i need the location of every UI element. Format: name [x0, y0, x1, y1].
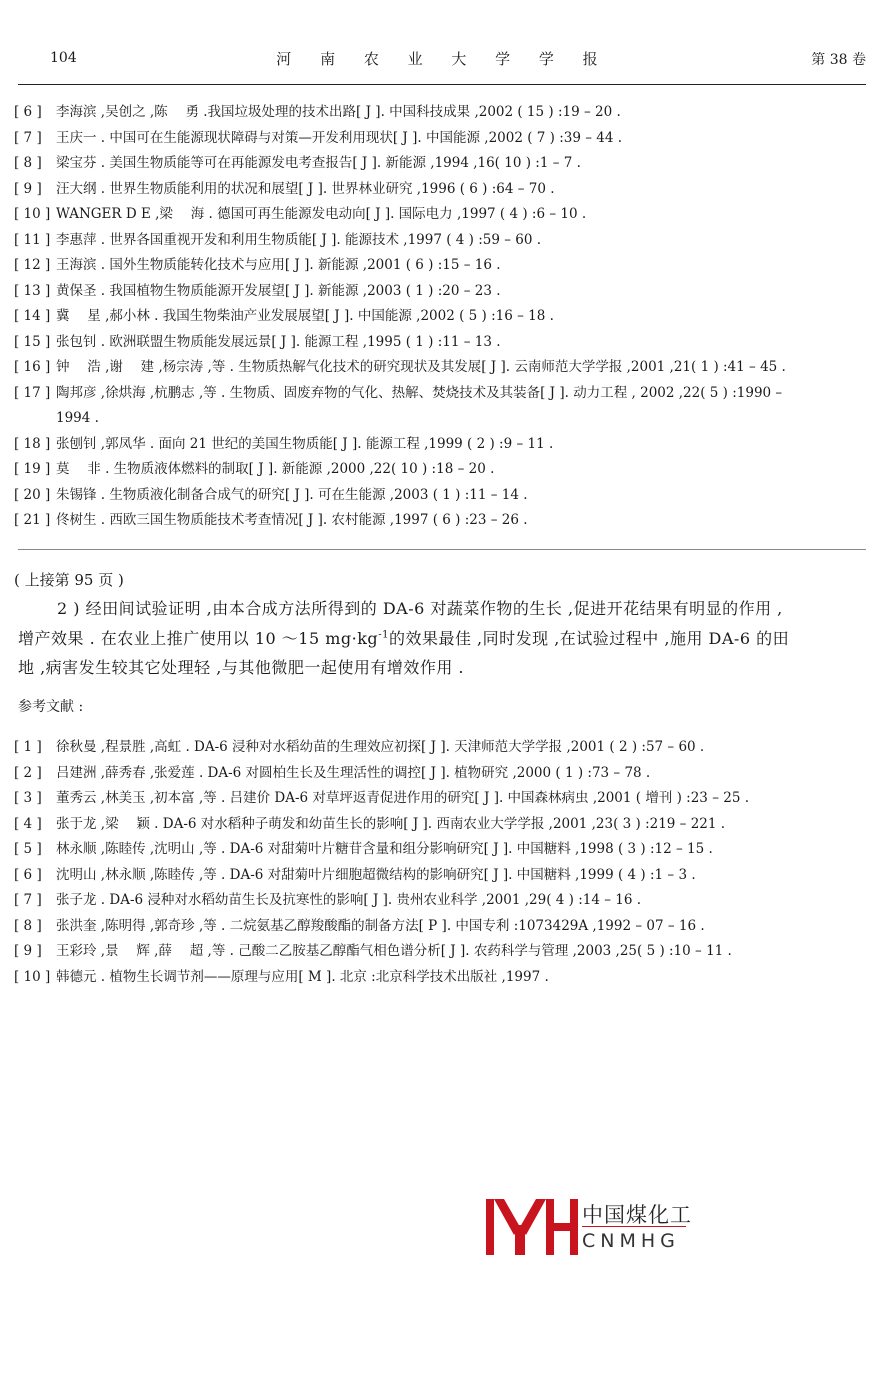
reference-text: 陶邦彦 ,徐烘海 ,杭鹏志 ,等 . 生物质、固废弃物的气化、热解、焚烧技术及其装备[ J ]. 动力工程 , 2002 ,22( 5 ) :1990 – [56, 384, 783, 401]
reference-number: [ 21 ] [14, 512, 51, 528]
reference-number: [ 10 ] [14, 206, 51, 222]
logo-text-cn: 中国煤化工 [582, 1203, 692, 1227]
conclusion-line-2 [18, 626, 789, 649]
reference-item [14, 330, 870, 356]
reference-item [14, 837, 870, 863]
reference-text: 冀 星 ,郝小林 . 我国生物柴油产业发展展望[ J ]. 中国能源 ,2002 ( 5 ) :16 – 18 . [56, 308, 554, 324]
reference-item [14, 381, 870, 426]
reference-text: 王庆一 . 中国可在生能源现状障碍与对策—开发利用现状[ J ]. 中国能源 ,2002 ( 7 ) :39 – 44 . [56, 129, 623, 146]
reference-number: [ 9 ] [14, 943, 42, 959]
reference-text: 张子龙 . DA-6 浸种对水稻幼苗生长及抗寒性的影响[ J ]. 贵州农业科学 ,2001 ,29( 4 ) :14 – 16 . [56, 892, 642, 908]
reference-number: [ 8 ] [14, 917, 42, 934]
reference-text: 张洪奎 ,陈明得 ,郭奇珍 ,等 . 二烷氨基乙醇羧酸酯的制备方法[ P ]. 中国专利 :1073429A ,1992 – 07 – 16 . [56, 917, 705, 934]
conclusion-line-3: 地 ,病害发生较其它处理轻 ,与其他微肥一起使用有增效作用 . [18, 658, 465, 677]
reference-text: 汪大纲 . 世界生物质能利用的状况和展望[ J ]. 世界林业研究 ,1996 ( 6 ) :64 – 70 . [56, 180, 555, 197]
logo-divider [582, 1226, 686, 1227]
reference-item [14, 761, 870, 787]
reference-text: 钟 浩 ,谢 建 ,杨宗涛 ,等 . 生物质热解气化技术的研究现状及其发展[ J ]. 云南师范大学学报 ,2001 ,21( 1 ) :41 – 45 . [56, 359, 786, 375]
reference-number: [ 6 ] [14, 104, 42, 120]
reference-text: 吕建洲 ,薛秀春 ,张爱莲 . DA-6 对圆柏生长及生理活性的调控[ J ]. 植物研究 ,2000 ( 1 ) :73 – 78 . [56, 764, 651, 781]
reference-number: [ 13 ] [14, 282, 51, 299]
reference-item [14, 786, 870, 812]
conclusion-line-1: 2 ) 经田间试验证明 ,由本合成方法所得到的 DA-6 对蔬菜作物的生长 ,促进开花结果有明显的作用 , [57, 599, 783, 618]
reference-item [14, 202, 870, 228]
reference-item [14, 228, 870, 254]
reference-item [14, 457, 870, 483]
reference-text: 张包钊 . 欧洲联盟生物质能发展远景[ J ]. 能源工程 ,1995 ( 1 ) :11 – 13 . [56, 333, 501, 350]
reference-number: [ 9 ] [14, 180, 42, 197]
reference-item [14, 483, 870, 509]
reference-item [14, 177, 870, 203]
reference-number: [ 18 ] [14, 435, 51, 452]
reference-item [14, 253, 870, 279]
reference-text: 董秀云 ,林美玉 ,初本富 ,等 . 吕建价 DA-6 对草坪返青促进作用的研究[ J ]. 中国森林病虫 ,2001 ( 增刊 ) :23 – 25 . [56, 790, 749, 806]
reference-item [14, 151, 870, 177]
continued-note: ( 上接第 95 页 ) [14, 571, 124, 589]
reference-number: [ 16 ] [14, 359, 51, 375]
reference-item [14, 863, 870, 889]
reference-number: [ 12 ] [14, 257, 51, 273]
reference-text: 李惠萍 . 世界各国重视开发和利用生物质能[ J ]. 能源技术 ,1997 ( 4 ) :59 – 60 . [56, 231, 542, 248]
reference-text: 梁宝芬 . 美国生物质能等可在再能源发电考查报告[ J ]. 新能源 ,1994 ,16( 10 ) :1 – 7 . [56, 155, 581, 171]
reference-text-continued: 1994 . [56, 410, 99, 426]
header-rule [18, 84, 866, 85]
reference-item [14, 279, 870, 305]
reference-number: [ 2 ] [14, 764, 42, 781]
reference-number: [ 17 ] [14, 384, 51, 401]
reference-number: [ 6 ] [14, 866, 42, 883]
reference-item [14, 126, 870, 152]
reference-text: 王彩玲 ,景 辉 ,薛 超 ,等 . 己酸二乙胺基乙醇酯气相色谱分析[ J ]. 农药科学与管理 ,2003 ,25( 5 ) :10 – 11 . [56, 943, 732, 959]
reference-item [14, 888, 870, 914]
reference-text: 沈明山 ,林永顺 ,陈睦传 ,等 . DA-6 对甜菊叶片细胞超微结构的影响研究[ J ]. 中国糖料 ,1999 ( 4 ) :1 – 3 . [56, 866, 696, 883]
reference-number: [ 8 ] [14, 155, 42, 171]
reference-text: 徐秋曼 ,程景胜 ,高虹 . DA-6 浸种对水稻幼苗的生理效应初探[ J ]. 天津师范大学学报 ,2001 ( 2 ) :57 – 60 . [56, 739, 705, 755]
reference-item [14, 355, 870, 381]
conclusion-line-2-post: 的效果最佳 ,同时发现 ,在试验过程中 ,施用 DA-6 的田 [388, 629, 790, 648]
reference-text: 张刨钊 ,郭凤华 . 面向 21 世纪的美国生物质能[ J ]. 能源工程 ,1999 ( 2 ) :9 – 11 . [56, 435, 554, 452]
reference-text: WANGER D E ,梁 海 . 德国可再生能源发电动向[ J ]. 国际电力 ,1997 ( 4 ) :6 – 10 . [56, 206, 587, 222]
reference-item [14, 914, 870, 940]
references-heading: 参考文献 : [18, 699, 84, 715]
section-divider [18, 549, 866, 550]
reference-text: 张于龙 ,梁 颖 . DA-6 对水稻种子萌发和幼苗生长的影响[ J ]. 西南农业大学学报 ,2001 ,23( 3 ) :219 – 221 . [56, 815, 726, 832]
reference-text: 林永顺 ,陈睦传 ,沈明山 ,等 . DA-6 对甜菊叶片糖苷含量和组分影响研究[ J ]. 中国糖料 ,1998 ( 3 ) :12 – 15 . [56, 841, 713, 857]
logo-text-en: CNMHG [582, 1230, 680, 1252]
reference-text: 韩德元 . 植物生长调节剂——原理与应用[ M ]. 北京 :北京科学技术出版社 ,1997 . [56, 968, 549, 985]
reference-number: [ 5 ] [14, 841, 42, 857]
reference-item [14, 735, 870, 761]
page-number: 104 [50, 50, 77, 66]
reference-number: [ 14 ] [14, 308, 51, 324]
reference-number: [ 15 ] [14, 333, 51, 350]
reference-item [14, 304, 870, 330]
reference-number: [ 7 ] [14, 129, 42, 146]
reference-item [14, 812, 870, 838]
reference-text: 李海滨 ,吴创之 ,陈 勇 .我国垃圾处理的技术出路[ J ]. 中国科技成果 ,2002 ( 15 ) :19 – 20 . [56, 104, 621, 120]
reference-number: [ 1 ] [14, 739, 42, 755]
reference-number: [ 7 ] [14, 892, 42, 908]
reference-number: [ 4 ] [14, 815, 42, 832]
reference-item [14, 100, 870, 126]
reference-number: [ 10 ] [14, 968, 51, 985]
reference-number: [ 19 ] [14, 461, 51, 477]
reference-item [14, 432, 870, 458]
reference-text: 莫 非 . 生物质液体燃料的制取[ J ]. 新能源 ,2000 ,22( 10 ) :18 – 20 . [56, 461, 495, 477]
reference-text: 王海滨 . 国外生物质能转化技术与应用[ J ]. 新能源 ,2001 ( 6 ) :15 – 16 . [56, 257, 501, 273]
reference-item [14, 939, 870, 965]
reference-text: 朱锡锋 . 生物质液化制备合成气的研究[ J ]. 可在生能源 ,2003 ( 1 ) :11 – 14 . [56, 486, 528, 503]
reference-item [14, 508, 870, 534]
journal-title: 河 南 农 业 大 学 学 报 [276, 50, 610, 68]
reference-item [14, 965, 870, 991]
reference-number: [ 3 ] [14, 790, 42, 806]
volume-label: 第 38 卷 [811, 52, 866, 68]
unit-exponent: -1 [378, 629, 389, 641]
reference-text: 黄保圣 . 我国植物生物质能源开发展望[ J ]. 新能源 ,2003 ( 1 ) :20 – 23 . [56, 282, 501, 299]
reference-text: 佟树生 . 西欧三国生物质能技术考查情况[ J ]. 农村能源 ,1997 ( 6 ) :23 – 26 . [56, 512, 528, 528]
conclusion-line-2-pre: 增产效果 . 在农业上推广使用以 10 ～15 mg·kg [18, 629, 379, 648]
reference-number: [ 20 ] [14, 486, 51, 503]
reference-number: [ 11 ] [14, 231, 51, 248]
